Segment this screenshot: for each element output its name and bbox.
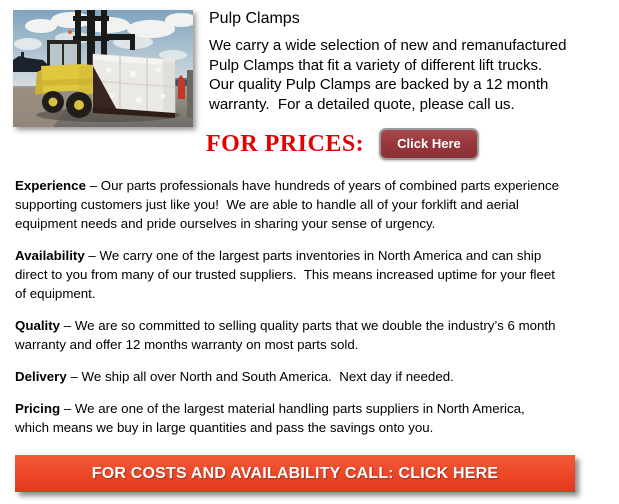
pricing-paragraph: Pricing – We are one of the largest material handling parts suppliers in North America, which means we buy in large quantities and pass the savings onto you. xyxy=(15,401,525,435)
delivery-paragraph: Delivery – We ship all over North and South America. Next day if needed. xyxy=(15,369,454,384)
quality-heading: Quality xyxy=(15,318,61,333)
hero-section xyxy=(209,10,613,114)
click-here-button[interactable]: Click Here xyxy=(379,128,479,160)
pricing-heading: Pricing xyxy=(15,401,61,416)
photo-forklift-cab xyxy=(47,40,81,67)
costs-availability-banner[interactable] xyxy=(15,455,575,492)
availability-paragraph: Availability – We carry one of the largest parts inventories in North America and can ship direct to you from many of our trusted suppliers. This means increased uptime for your fleet of equipment. xyxy=(15,248,555,301)
photo-beacon-light xyxy=(68,30,72,34)
costs-availability-banner-label: FOR COSTS AND AVAILABILITY CALL: CLICK HERE xyxy=(91,464,499,482)
experience-heading: Experience xyxy=(15,178,86,193)
delivery-heading: Delivery xyxy=(15,369,67,384)
page-title: Pulp Clamps xyxy=(209,10,300,27)
intro-line: We carry a wide selection of new and remanufactured xyxy=(209,37,567,54)
for-prices-label: FOR PRICES: xyxy=(206,130,365,157)
info-sections xyxy=(15,176,619,450)
availability-heading: Availability xyxy=(15,248,85,263)
intro-line: warranty. For a detailed quote, please call us. xyxy=(209,95,515,113)
intro-line: Pulp Clamps that fit a variety of different lift trucks. xyxy=(209,56,543,74)
intro-paragraph xyxy=(209,36,613,114)
intro-line: Our quality Pulp Clamps are backed by a 12 month xyxy=(209,76,549,93)
forklift-photo xyxy=(13,10,193,127)
experience-paragraph: Experience – Our parts professionals have hundreds of years of combined parts experience supporting customers just like you! We are able to handle all of your forklift and aerial equipment needs and pride ourselves in sharing your sense of urgency. xyxy=(15,178,560,231)
quality-paragraph: Quality – We are so committed to selling quality parts that we double the industry’s 6 month warranty and offer 12 months warranty on most parts sold. xyxy=(15,318,556,352)
prices-row xyxy=(206,127,479,161)
